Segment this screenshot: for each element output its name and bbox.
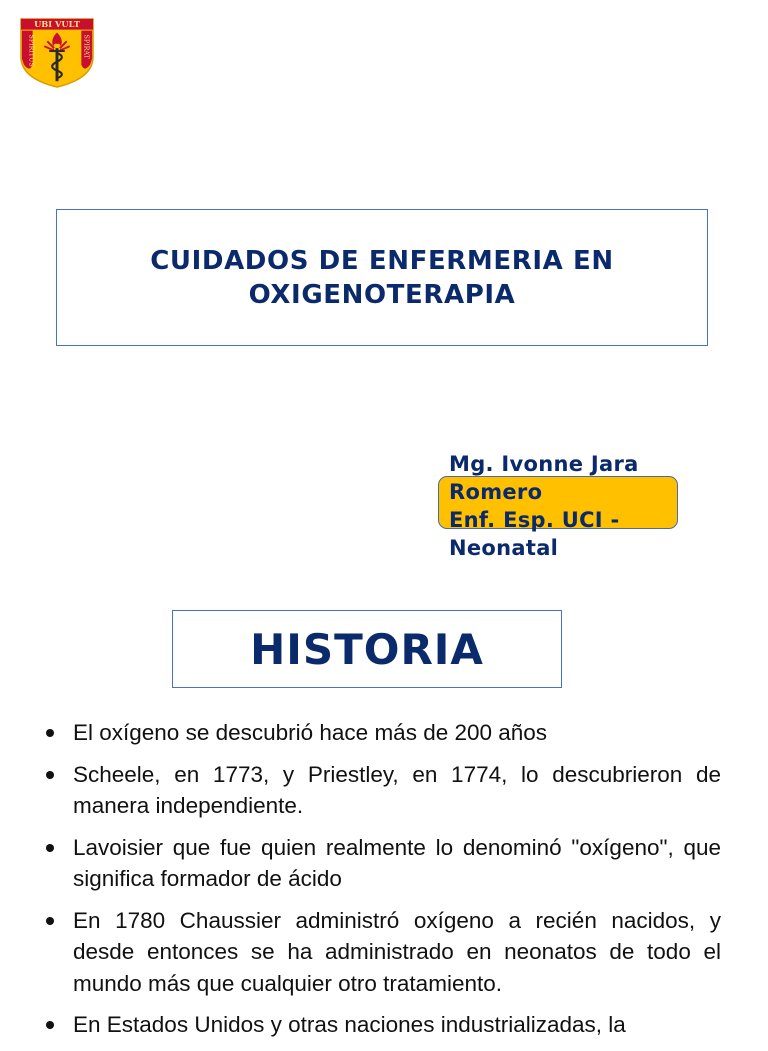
author-line-3: Enf. Esp. UCI - — [449, 508, 620, 532]
bullet-item: En 1780 Chaussier administró oxígeno a recién nacidos, y desde entonces se ha administrado en neonatos de todo el mundo más que cualquier otro tratamiento. — [40, 905, 721, 1000]
title-box — [56, 209, 708, 346]
section-heading-box — [172, 610, 562, 688]
logo-text-top: UBI VULT — [34, 19, 80, 30]
title-line-1: CUIDADOS DE ENFERMERIA EN — [150, 245, 614, 276]
author-line-2: Romero — [449, 480, 543, 504]
author-block — [449, 450, 679, 562]
logo-text-right: SPIRAT — [82, 34, 90, 59]
caduceus-torch-shield-icon — [18, 16, 96, 90]
author-line-4: Neonatal — [449, 536, 559, 560]
bullet-item: Lavoisier que fue quien realmente lo denominó "oxígeno", que significa formador de ácido — [40, 832, 721, 895]
bullet-item: Scheele, en 1773, y Priestley, en 1774, lo descubrieron de manera independiente. — [40, 759, 721, 822]
author-line-1: Mg. Ivonne Jara — [449, 452, 639, 476]
bullet-item: En Estados Unidos y otras naciones industrializadas, la — [40, 1009, 721, 1041]
bullet-item: El oxígeno se descubrió hace más de 200 años — [40, 717, 721, 749]
university-logo — [18, 16, 96, 90]
logo-text-left: SPIRITUS — [27, 34, 35, 67]
history-bullet-list — [40, 717, 721, 1051]
section-heading: HISTORIA — [250, 624, 484, 674]
title-line-2: OXIGENOTERAPIA — [248, 279, 516, 310]
